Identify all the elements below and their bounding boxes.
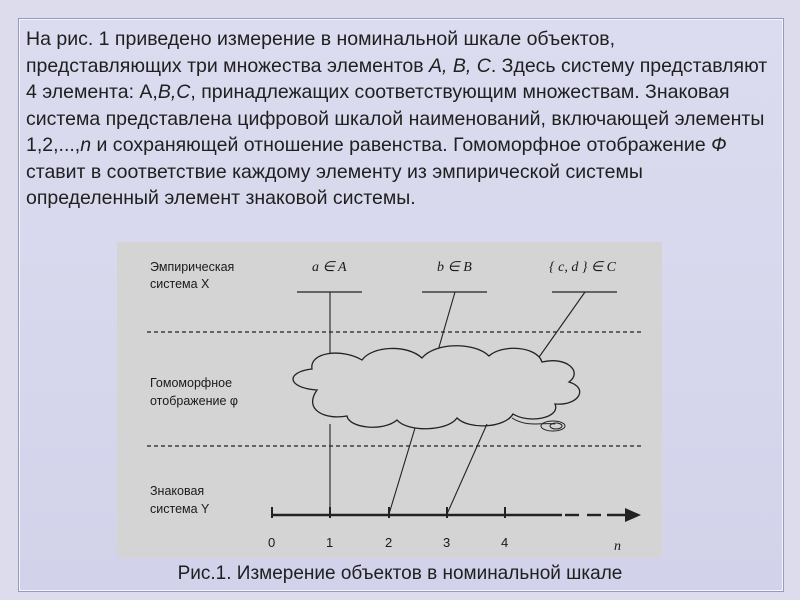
sign-system-label-line1: Знаковая	[150, 484, 205, 498]
scale-tick-label-2: 2	[385, 535, 393, 550]
homomorphic-mapping-label-line1: Гомоморфное	[150, 376, 233, 390]
scale-tick-label-n: n	[614, 539, 621, 554]
sign-system-label-line2: система Y	[150, 502, 210, 516]
mapping-cloud	[293, 346, 580, 429]
scale-tick-label-1: 1	[326, 535, 334, 550]
figure-caption: Рис.1. Измерение объектов в номинальной шкале	[177, 563, 623, 584]
scale-tick-label-3: 3	[443, 535, 451, 550]
scale-tick-label-4: 4	[501, 535, 509, 550]
scale-tick-label-0: 0	[268, 535, 276, 550]
set-b-label: b ∈ B	[437, 260, 472, 275]
mapping-line-cd-upper	[537, 292, 585, 360]
set-a-label: a ∈ A	[312, 260, 347, 275]
cloud-swirl-outer	[541, 421, 565, 431]
empirical-system-label-line2: система X	[150, 277, 210, 291]
intro-text: На рис. 1 приведено измерение в номинальной шкале объектов, представляющих три множества элементов A, B, C. Здесь систему представляют 4 элемента: А,B,C, принадлежащих соответствующим множествам. Знаковая система представлена цифровой шкалой наименований, включающей элементы 1,2,...,n и сохраняющей отношение равенства. Гомоморфное отображение Ф ставит в соответствие каждому элементу из эмпирической системы определенный элемент знаковой системы.	[26, 28, 768, 209]
measurement-diagram	[117, 242, 662, 558]
mapping-line-cd-lower	[447, 424, 487, 514]
set-c-label: { c, d } ∈ C	[549, 260, 616, 275]
empirical-system-label-line1: Эмпирическая	[150, 260, 235, 274]
homomorphic-mapping-label-line2: отображение φ	[150, 394, 239, 408]
figure-panel	[117, 242, 662, 558]
cloud-swirl-inner	[550, 423, 562, 429]
mapping-line-b-lower	[389, 428, 415, 514]
scale-arrowhead	[625, 508, 641, 522]
